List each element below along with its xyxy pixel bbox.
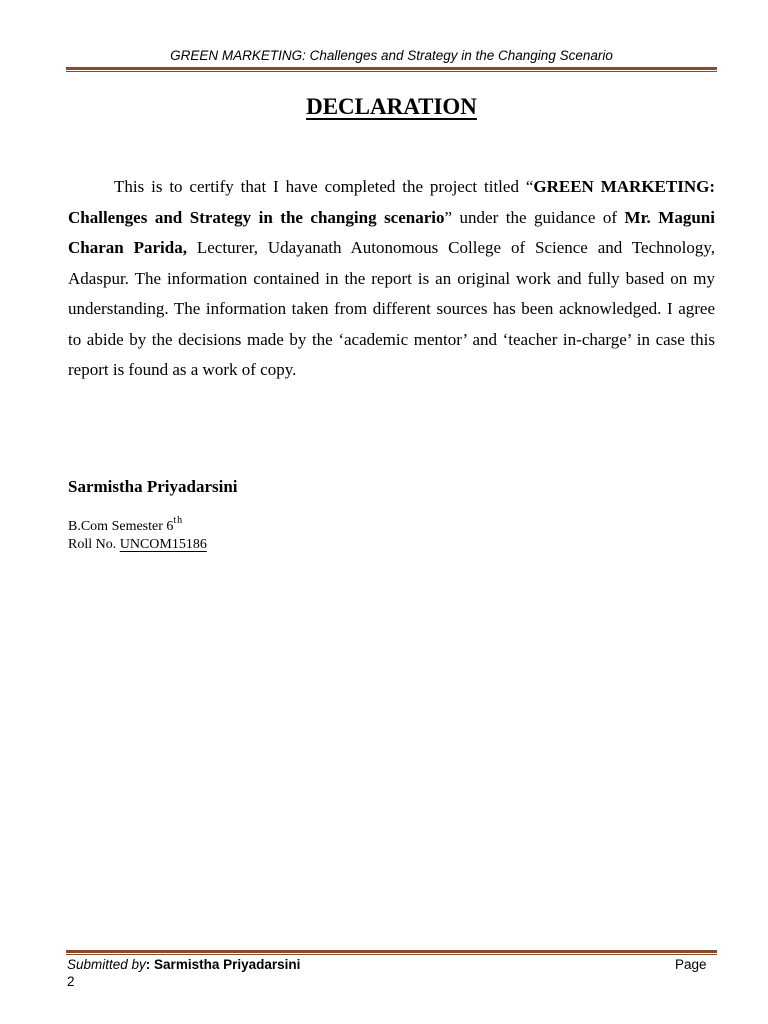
roll-label: Roll No. [68, 537, 120, 552]
footer-submitted-label: Submitted by [67, 957, 146, 972]
footer-page-label: Page [675, 957, 707, 972]
footer-submitted [67, 956, 300, 974]
footer-submitted-name: Sarmistha Priyadarsini [154, 957, 301, 972]
running-header: GREEN MARKETING: Challenges and Strategy in the Changing Scenario [170, 48, 613, 63]
footer-rule [66, 950, 717, 955]
footer-separator: : [145, 957, 155, 972]
roll-number: UNCOM15186 [119, 537, 207, 552]
semester-line [68, 511, 183, 537]
guide-name: Mr. Maguni Charan Parida, [68, 207, 715, 257]
header-rule [66, 67, 717, 72]
footer-page-number: 2 [67, 974, 75, 989]
semester-suffix: th [173, 515, 184, 526]
project-title: GREEN MARKETING: Challenges and Strategy in the changing scenario [68, 177, 715, 227]
semester-text: B.Com Semester 6 [68, 519, 174, 534]
paragraph-intro: This is to certify that I have completed the project titled “ [114, 177, 534, 196]
page-title-text: DECLARATION [306, 94, 477, 119]
declaration-paragraph [68, 172, 715, 386]
signer-name: Sarmistha Priyadarsini [68, 477, 238, 496]
paragraph-guidance: ” under the guidance of [444, 207, 625, 227]
page-title [66, 92, 717, 122]
paragraph-body: Lecturer, Udayanath Autonomous College of Science and Technology, Adaspur. The information contained in the report is an original work and fully based on my understanding. The information taken from different sources has been acknowledged. I agree to abide by the decisions made by the ‘academic mentor’ and ‘teacher in-charge’ in case this report is found as a work of copy. [68, 238, 716, 379]
roll-line [68, 535, 207, 555]
